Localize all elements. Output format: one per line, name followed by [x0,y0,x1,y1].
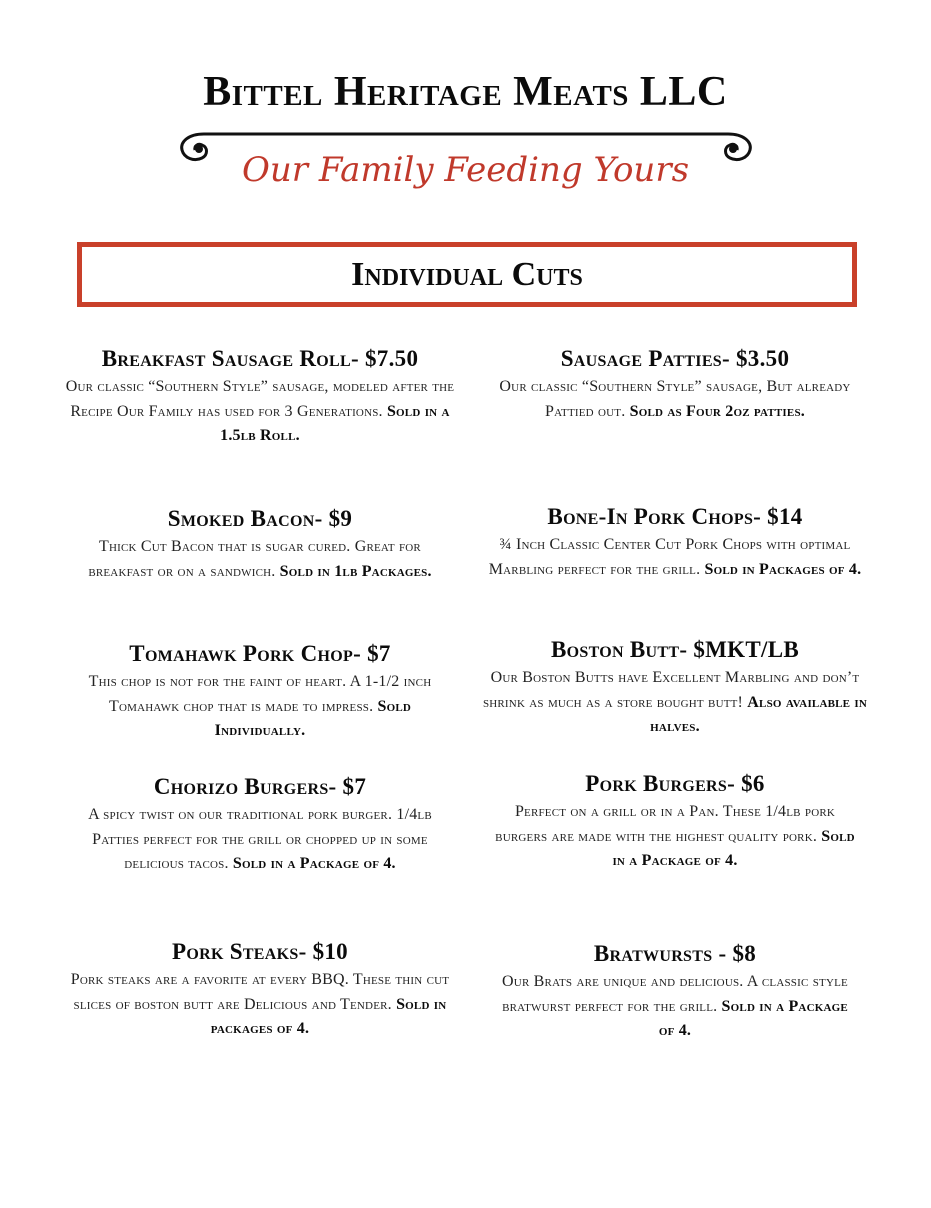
item-description: A spicy twist on our traditional pork burger. 1/4lb Patties perfect for the grill or chopped up in some delicious tacos. Sold in a Package of 4. [88,806,432,872]
item-title: Bratwursts - $8 [593,941,757,966]
item-note: Sold in packages of 4. [210,995,447,1037]
item-title: Pork Steaks- $10 [172,939,348,964]
menu-item-bone-in-pork-chops [475,503,875,582]
item-description: Pork steaks are a favorite at every BBQ. These thin cut slices of boston butt are Delicious and Tender. Sold in packages of 4. [70,971,450,1037]
item-description: Our classic “Southern Style” sausage, But already Pattied out. Sold as Four 2oz patties. [499,378,851,420]
item-note: Sold in a Package of 4. [612,827,855,869]
item-description: Perfect on a grill or in a Pan. These 1/4lb pork burgers are made with the highest quality pork. Sold in a Package of 4. [495,803,855,869]
menu-item-bratwursts [475,940,875,1044]
menu-item-pork-burgers [475,770,875,874]
item-title: Breakfast Sausage Roll- $7.50 [101,346,419,371]
menu-item-sausage-patties [475,345,875,424]
item-note: Sold in Packages of 4. [704,560,862,578]
item-title: Pork Burgers- $6 [585,771,765,796]
item-note: Sold in a 1.5lb Roll. [220,402,450,444]
item-description: This chop is not for the faint of heart. A 1-1/2 inch Tomahawk chop that is made to impress. Sold Individually. [88,673,432,739]
menu-item-chorizo-burgers [60,773,460,877]
item-note: Sold Individually. [214,697,412,739]
menu-item-pork-steaks [60,938,460,1042]
item-description: Thick Cut Bacon that is sugar cured. Great for breakfast or on a sandwich. Sold in 1lb Packages. [88,538,432,580]
item-description: ¾ Inch Classic Center Cut Pork Chops with optimal Marbling perfect for the grill. Sold in Packages of 4. [488,536,862,578]
item-note: Also available in halves. [650,693,868,735]
item-title: Bone-In Pork Chops- $14 [547,504,803,529]
item-title: Tomahawk Pork Chop- $7 [129,641,391,666]
item-note: Sold as Four 2oz patties. [629,402,805,420]
item-title: Boston Butt- $MKT/LB [551,637,799,662]
item-title: Chorizo Burgers- $7 [153,774,367,799]
item-note: Sold in a Package of 4. [658,997,848,1039]
menu-item-smoked-bacon [60,505,460,584]
item-title: Sausage Patties- $3.50 [560,346,790,371]
item-note: Sold in a Package of 4. [232,855,396,872]
menu-item-boston-butt [475,636,875,740]
section-heading: Individual Cuts [77,242,857,307]
item-description: Our classic “Southern Style” sausage, modeled after the Recipe Our Family has used for 3 Generations. Sold in a 1.5lb Roll. [65,378,455,444]
item-description: Our Boston Butts have Excellent Marbling and don’t shrink as much as a store bought butt! Also available in halves. [482,669,868,735]
company-name: Bittel Heritage Meats LLC [203,69,728,115]
tagline: Our Family Feeding Yours [241,150,690,190]
item-title: Smoked Bacon- $9 [167,506,353,531]
menu-item-tomahawk-pork-chop [60,640,460,744]
menu-item-breakfast-sausage-roll [60,345,460,449]
item-description: Our Brats are unique and delicious. A classic style bratwurst perfect for the grill. Sold in a Package of 4. [502,973,848,1039]
item-note: Sold in 1lb Packages. [279,562,432,580]
